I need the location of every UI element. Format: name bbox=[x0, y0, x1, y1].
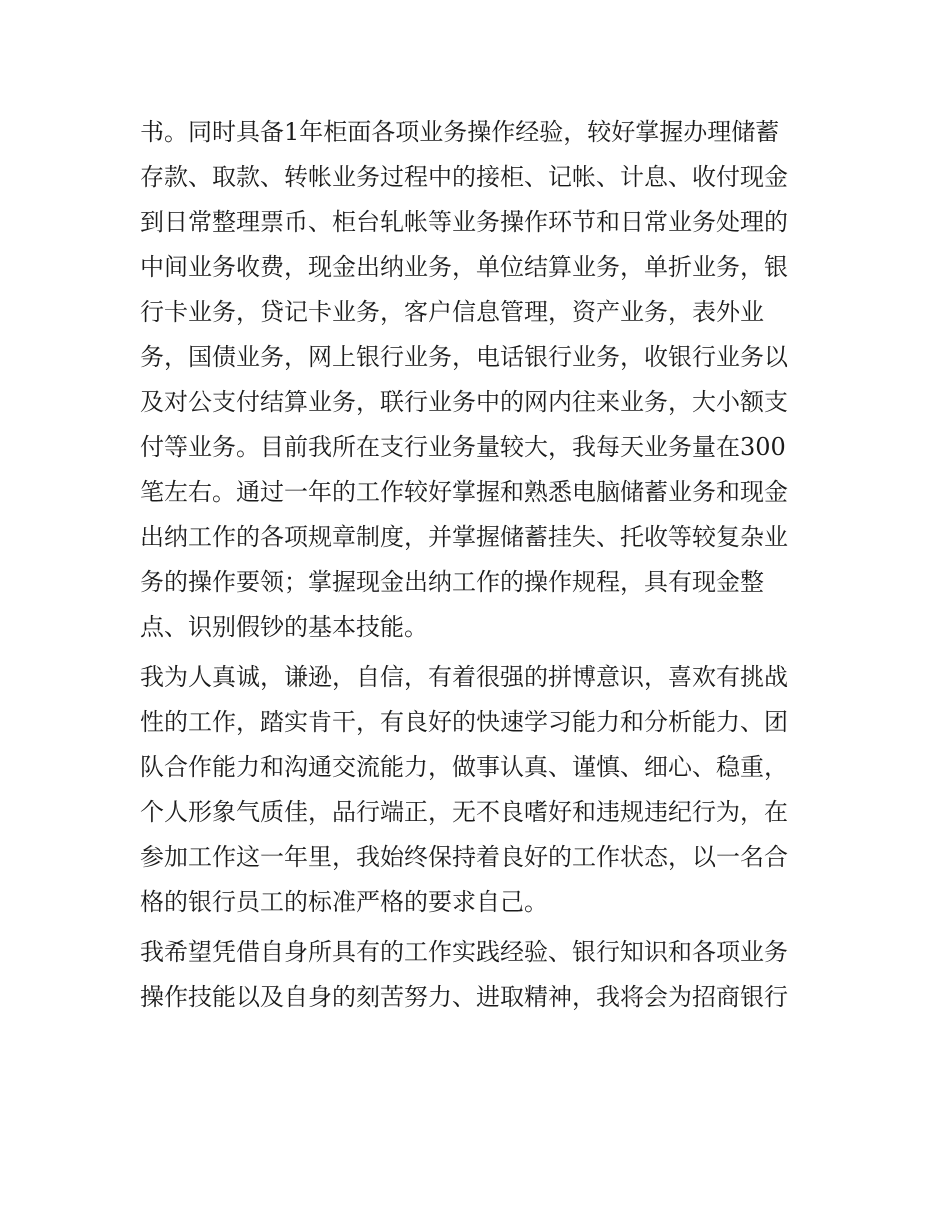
paragraph-line: 操作技能以及自身的刻苦努力、进取精神，我将会为招商银行 bbox=[140, 983, 788, 1011]
paragraph-line: 务的操作要领；掌握现金出纳工作的操作规程，具有现金整 bbox=[140, 568, 764, 596]
paragraph-line: 务，国债业务，网上银行业务，电话银行业务，收银行业务以 bbox=[140, 343, 788, 371]
paragraph-line: 到日常整理票币、柜台轧帐等业务操作环节和日常业务处理的 bbox=[140, 208, 788, 236]
paragraph-line: 笔左右。通过一年的工作较好掌握和熟悉电脑储蓄业务和现金 bbox=[140, 478, 788, 506]
paragraph-line: 我希望凭借自身所具有的工作实践经验、银行知识和各项业务 bbox=[140, 938, 788, 966]
paragraph-line: 性的工作，踏实肯干，有良好的快速学习能力和分析能力、团 bbox=[140, 708, 788, 736]
paragraph-line: 点、识别假钞的基本技能。 bbox=[140, 613, 428, 641]
paragraph-line: 存款、取款、转帐业务过程中的接柜、记帐、计息、收付现金 bbox=[140, 163, 788, 191]
paragraph-line: 出纳工作的各项规章制度，并掌握储蓄挂失、托收等较复杂业 bbox=[140, 523, 788, 551]
paragraph-line: 行卡业务，贷记卡业务，客户信息管理，资产业务，表外业 bbox=[140, 298, 764, 326]
paragraph-line: 参加工作这一年里，我始终保持着良好的工作状态，以一名合 bbox=[140, 843, 788, 871]
paragraph-line: 个人形象气质佳，品行端正，无不良嗜好和违规违纪行为，在 bbox=[140, 798, 788, 826]
paragraph-line: 格的银行员工的标准严格的要求自己。 bbox=[140, 888, 548, 916]
paragraph-line: 队合作能力和沟通交流能力，做事认真、谨慎、细心、稳重， bbox=[140, 753, 788, 781]
paragraph-line: 付等业务。目前我所在支行业务量较大，我每天业务量在300 bbox=[140, 433, 786, 461]
paragraph-3 bbox=[140, 930, 820, 1020]
paragraph-line: 中间业务收费，现金出纳业务，单位结算业务，单折业务，银 bbox=[140, 253, 788, 281]
paragraph-line: 我为人真诚，谦逊，自信，有着很强的拼博意识，喜欢有挑战 bbox=[140, 663, 788, 691]
paragraph-line: 及对公支付结算业务，联行业务中的网内往来业务，大小额支 bbox=[140, 388, 788, 416]
document-body bbox=[140, 110, 820, 1020]
paragraph-2 bbox=[140, 655, 820, 925]
paragraph-line: 书。同时具备1年柜面各项业务操作经验，较好掌握办理储蓄 bbox=[140, 118, 780, 146]
paragraph-1 bbox=[140, 110, 820, 650]
